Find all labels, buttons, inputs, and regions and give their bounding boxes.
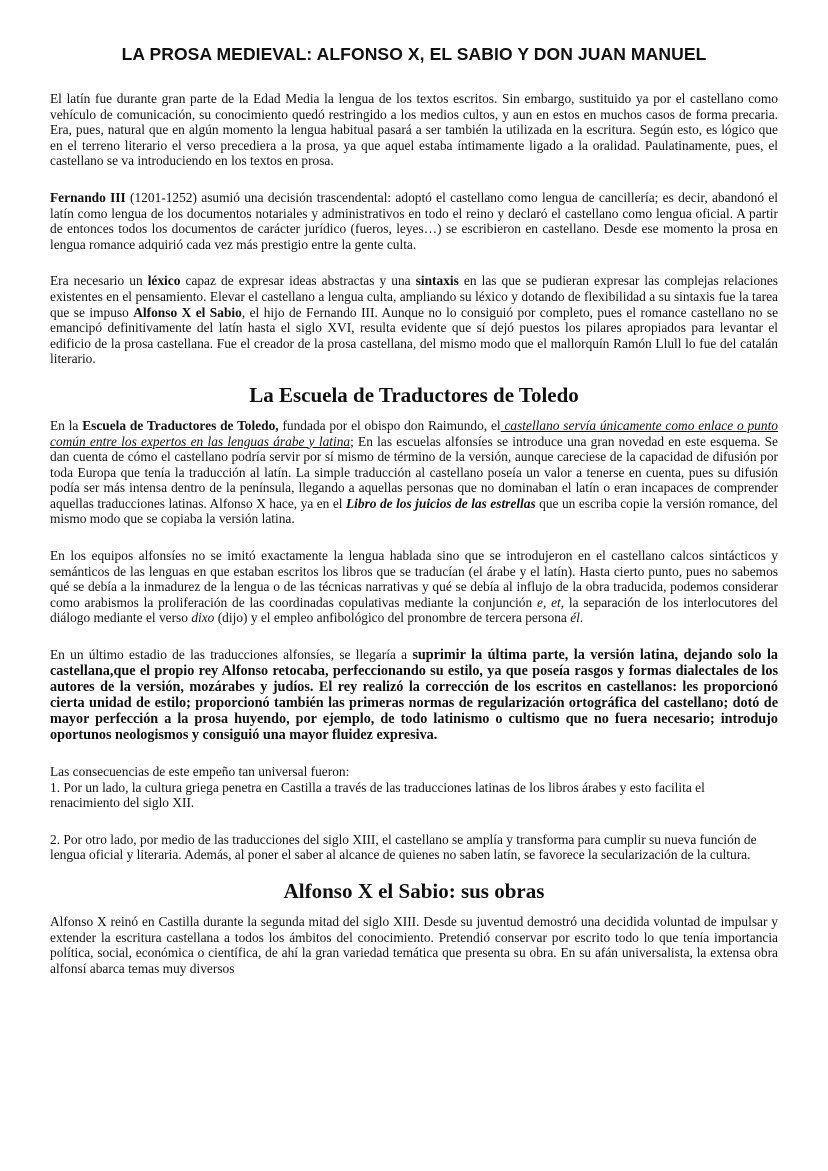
paragraph-gap — [50, 252, 778, 273]
paragraph-alfonso-obras: Alfonso X reinó en Castilla durante la segunda mitad del siglo XIII. Desde su juventud demostró una decidida voluntad de impulsar y extender la escritura castellana a todos los ámbitos del conocimiento. Pretendió conservar por escrito todo lo que tenía importancia política, social, económica o científica, de ahí la gran variedad temática que presenta su obra. En su afán universalista, la extensa obra alfonsí abarca temas muy diversos — [50, 914, 778, 976]
paragraph-fernando-text: asumió una decisión trascendental: adoptó el castellano como lengua de cancillería; es decir, abandonó el latín como lengua de los documentos notariales y administrativos en todo el reino y declaró el castellano como lengua oficial. A partir de entonces todos los documentos de carácter jurídico (fueros, leyes…) se escribieron en castellano. Desde ese momento la prosa en lengua romance adquirió cada vez más prestigio entre la gente culta. — [50, 189, 779, 252]
book-title-juicios-estrellas: Libro de los juicios de las estrellas — [345, 495, 536, 511]
text-run: En la — [50, 417, 83, 433]
section-title-alfonso-obras: Alfonso X el Sabio: sus obras — [283, 879, 545, 903]
paragraph-gap — [50, 527, 778, 548]
text-run: , el hijo de Fernando III. Aunque no lo consiguió por completo, pues el romance castellano no se emancipó definitivamente del latín hasta el siglo XVI, resulta evidente que sí dejó puestos los pilares apropiados para levantar el edificio de la prosa castellana. Fue el creador de la prosa castellana, del mismo modo que el mallorquín Ramón Llull lo fue del catalán literario. — [50, 304, 779, 367]
text-run: En los equipos alfonsíes no se imitó exactamente la lengua hablada sino que se introdujeron en el castellano calcos sintácticos y semánticos de las lenguas en que estaban escritos los libros que se traducían (el árabe y el latín). Hasta cierto punto, pues no sabemos qué se debía a la inmadurez de la lengua o de las técnicas narrativas y qué se debía al influjo de la obra traducida, podemos considerar como arabismos la proliferación de las coordinadas copulativas mediante la conjunción — [50, 548, 778, 610]
italic-dixo: dixo — [191, 610, 215, 626]
paragraph-consecuencia-2: 2. Por otro lado, por medio de las traducciones del siglo XIII, el castellano se amplía y transforma para cumplir su nueva función de lengua oficial y literaria. Además, al poner el saber al alcance de quienes no saben latín, se favorece la secularización de la cultura. — [50, 831, 757, 863]
text-run: fundada por el obispo don Raimundo, el — [278, 417, 501, 433]
paragraph-escuela-toledo — [50, 418, 778, 527]
paragraph-fernando-iii — [50, 190, 778, 252]
paragraph-gap — [50, 743, 778, 764]
paragraph-lexico-sintaxis — [50, 273, 778, 367]
document-title: LA PROSA MEDIEVAL: ALFONSO X, EL SABIO Y DON JUAN MANUEL — [121, 44, 707, 64]
section-title-escuela-toledo: La Escuela de Traductores de Toledo — [249, 382, 579, 407]
paragraph-gap — [50, 811, 778, 832]
text-run: . — [579, 610, 584, 626]
text-run: la separación de los interlocutores del diálogo mediante el verso — [50, 594, 778, 626]
text-run: Era necesario un — [50, 273, 148, 289]
bold-alfonso-x: Alfonso X el Sabio — [133, 304, 242, 320]
text-run: (dijo) y el empleo anfibológico del pronombre de tercera persona — [214, 610, 571, 626]
bold-fernando-iii: Fernando III — [50, 189, 126, 205]
bold-escuela-traductores: Escuela de Traductores de Toledo, — [82, 417, 279, 433]
paragraph-latin-intro: El latín fue durante gran parte de la Edad Media la lengua de los textos escritos. Sin embargo, sustituido ya por el castellano como vehículo de comunicación, su conocimiento quedó restringido a los medios cultos, y aun en estos en muchos casos de forma precaria. Era, pues, natural que en algún momento la lengua habitual pasará a ser también la utilizada en la escritura. Según esto, es lógico que en el terreno literario el verso precediera a la prosa, ya que aquel estaba íntimamente ligado a la oralidad. Paulatinamente, pues, el castellano se va introduciendo en los textos en prosa. — [50, 91, 778, 169]
paragraph-gap — [50, 169, 778, 190]
paragraph-consecuencias-intro — [50, 764, 778, 811]
document-page — [50, 44, 778, 976]
bold-lexico: léxico — [147, 273, 181, 289]
bold-suprimir-version-latina: suprimir la última parte, la versión latina, dejando solo la castellana,que el propio rey Alfonso retocaba, perfeccionando su estilo, ya que poseía rasgos y formas dialectales de los autores de la versión, mozárabes y judíos. El rey realizó la corrección de los escritos en castellanos: les proporcionó cierta unidad de estilo; proporcionó también las primeras normas de regularización ortográfica del castellano; dotó de mayor perfección a la prosa huyendo, por ejemplo, de todo latinismo o cultismo que no fuera necesario; introdujo oportunos neologismos y consiguió una mayor fluidez expresiva. — [50, 647, 779, 744]
italic-el: él — [570, 610, 580, 626]
text-run: que un escriba copie la versión romance, del mismo modo que se copiaba la versión latina. — [50, 495, 778, 527]
italic-conjuncion: e, et, — [537, 594, 565, 610]
underlined-castellano-enlace: castellano servía únicamente como enlace o punto común entre los expertos en las lenguas árabe y latina — [50, 417, 778, 449]
section-gap — [50, 863, 778, 879]
paragraph-gap — [50, 626, 778, 647]
section-gap — [50, 367, 778, 383]
text-run: En un último estadio de las traducciones alfonsíes, se llegaría a — [50, 647, 413, 663]
paragraph-equipos-alfonsies — [50, 548, 778, 626]
bold-sintaxis: sintaxis — [415, 273, 459, 289]
fernando-dates: (1201-1252) — [125, 189, 202, 205]
consecuencias-heading: Las consecuencias de este empeño tan universal fueron: — [50, 764, 350, 780]
text-run: en las que se pudieran expresar las complejas relaciones existentes en el pensamiento. Elevar el castellano a lengua culta, ampliando su léxico y dotando de flexibilidad a su sintaxis fue la tarea que se impuso — [50, 273, 778, 320]
text-run: capaz de expresar ideas abstractas y una — [180, 273, 416, 289]
consecuencia-1: 1. Por un lado, la cultura griega penetra en Castilla a través de las traducciones latinas de los libros árabes y esto facilita el renacimiento del siglo XII. — [50, 779, 705, 811]
text-run: ; En las escuelas alfonsíes se introduce una gran novedad en este esquema. Se dan cuenta de cómo el castellano podría servir por sí mismo de término de la versión, aunque careciese de la capacidad de difusión por toda Europa que tenía la traducción al latín. La simple traducción al castellano poseía un valor a tenerse en cuenta, pues su difusión podía ser más intensa dentro de la península, llegando a aquellas personas que no dominaban el latín o eran incapaces de comprender aquellas traducciones latinas. Alfonso X hace, ya en el — [50, 433, 778, 511]
paragraph-ultimo-estadio — [50, 647, 778, 743]
